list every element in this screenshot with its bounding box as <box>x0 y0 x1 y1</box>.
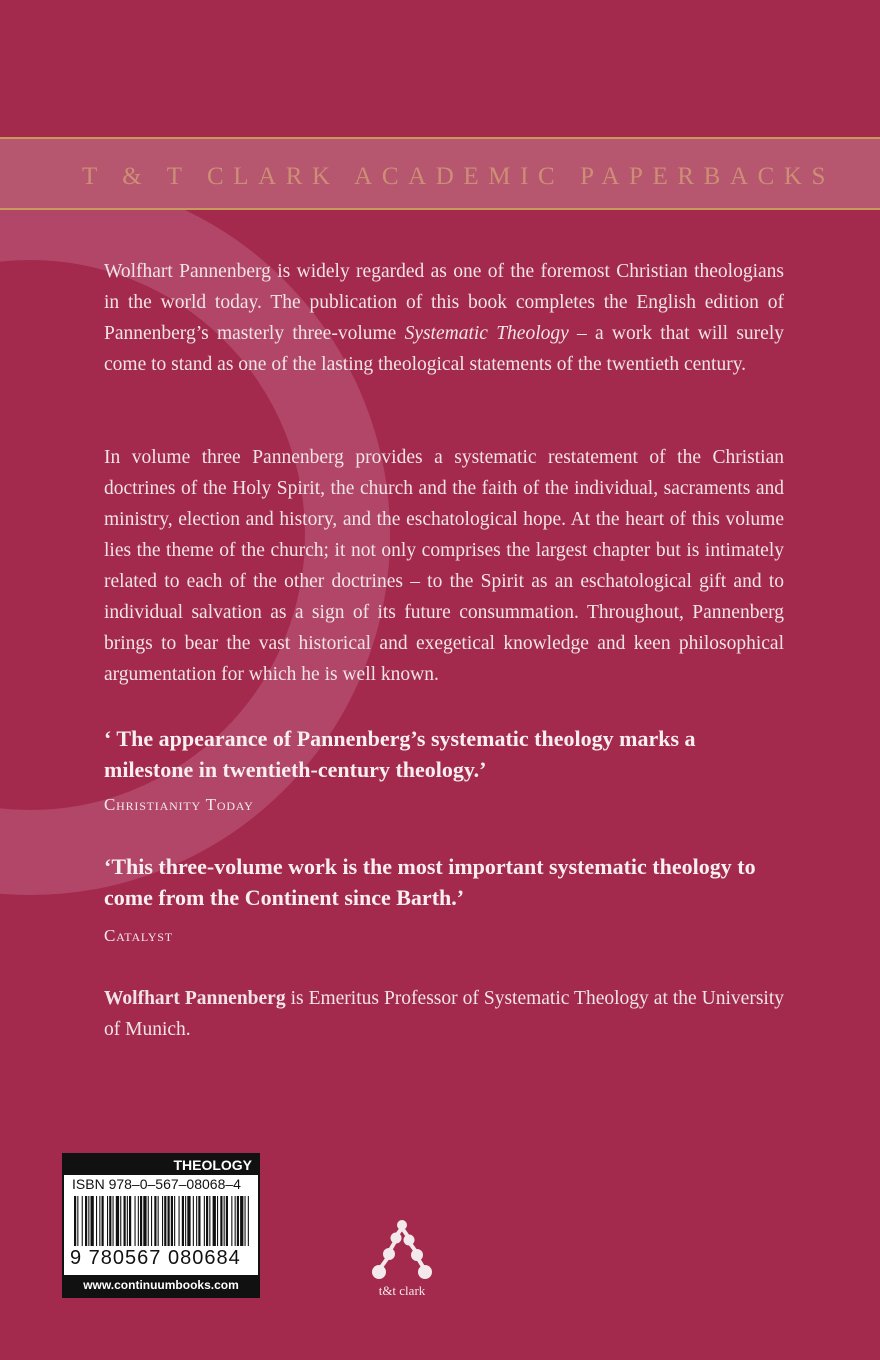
barcode-bar <box>109 1196 111 1246</box>
barcode-bar <box>158 1196 159 1246</box>
barcode-bar <box>162 1196 163 1246</box>
barcode-bar <box>196 1196 197 1246</box>
publisher-url: www.continuumbooks.com <box>64 1275 258 1296</box>
barcode-bar <box>138 1196 139 1246</box>
review-source-2: Catalyst <box>104 926 173 945</box>
barcode-bar <box>143 1196 146 1246</box>
isbn-text: ISBN 978–0–567–08068–4 <box>72 1176 241 1192</box>
barcode-bar <box>107 1196 108 1246</box>
barcode-bars <box>74 1196 250 1246</box>
barcode-bar <box>148 1196 149 1246</box>
barcode-bar <box>220 1196 222 1246</box>
barcode-bar <box>168 1196 170 1246</box>
barcode-bar <box>74 1196 76 1246</box>
barcode-bar <box>187 1196 190 1246</box>
barcode-bar <box>248 1196 249 1246</box>
barcode-bar <box>174 1196 175 1246</box>
barcode-bar <box>226 1196 228 1246</box>
barcode-bar <box>179 1196 180 1246</box>
barcode-bar <box>116 1196 119 1246</box>
barcode-bar <box>124 1196 126 1246</box>
barcode-bar <box>206 1196 208 1246</box>
barcode-bar <box>204 1196 205 1246</box>
barcode-bar <box>231 1196 232 1246</box>
description-paragraph-1 <box>104 256 784 380</box>
author-bio <box>104 983 784 1045</box>
barcode-bar <box>245 1196 246 1246</box>
barcode-bar <box>217 1196 218 1246</box>
barcode-bar <box>88 1196 89 1246</box>
barcode-bar <box>213 1196 216 1246</box>
barcode-bar <box>120 1196 121 1246</box>
barcode-bar <box>235 1196 236 1246</box>
barcode-bar <box>240 1196 243 1246</box>
series-band <box>0 137 880 210</box>
barcode-bar <box>193 1196 194 1246</box>
isbn-barcode <box>62 1153 260 1298</box>
review-quote-1: ‘ The appearance of Pannenberg’s systematic theology marks a milestone in twentieth-century theology.’ <box>104 726 696 782</box>
barcode-bar <box>135 1196 136 1246</box>
barcode-bar <box>182 1196 184 1246</box>
description-text: Wolfhart Pannenberg is widely regarded as one of the foremost Christian theologians in the world today. The publication of this book completes the English edition of Pannenberg’s masterly three-volume <box>104 261 784 344</box>
description-text: – a work that will surely come to stand as one of the lasting theological statements of the twentieth century. <box>104 323 784 375</box>
author-name: Wolfhart Pannenberg <box>104 988 286 1009</box>
barcode-bar <box>164 1196 166 1246</box>
barcode-bar <box>77 1196 78 1246</box>
barcode-bar <box>129 1196 131 1246</box>
barcode-bar <box>154 1196 156 1246</box>
barcode-bar <box>113 1196 114 1246</box>
barcode-bar <box>102 1196 104 1246</box>
series-label: T & T CLARK ACADEMIC PAPERBACKS <box>82 163 836 190</box>
barcode-bar <box>237 1196 239 1246</box>
barcode-bar <box>99 1196 100 1246</box>
barcode-bar <box>82 1196 83 1246</box>
barcode-bar <box>198 1196 200 1246</box>
barcode-bar <box>140 1196 142 1246</box>
subject-label: THEOLOGY <box>64 1155 258 1175</box>
barcode-bar <box>91 1196 94 1246</box>
review-source-1: Christianity Today <box>104 795 254 814</box>
barcode-bar <box>224 1196 225 1246</box>
barcode-bar <box>85 1196 87 1246</box>
description-paragraph-2: In volume three Pannenberg provides a systematic restatement of the Christian doctrines of the Holy Spirit, the church and the faith of the individual, sacraments and ministry, election and history, and the eschatological hope. At the heart of this volume lies the theme of the church; it not only comprises the largest chapter but is intimately related to each of the other doctrines – to the Spirit as an eschatological gift and to individual salvation as a sign of its future consummation. Throughout, Pannenberg brings to bear the vast historical and exegetical knowledge and keen philosophical argumentation for which he is well known. <box>104 447 784 685</box>
barcode-bar <box>151 1196 152 1246</box>
barcode-bar <box>127 1196 128 1246</box>
publisher-name: t&t clark <box>378 1283 426 1298</box>
tt-clark-logo-icon <box>362 1216 442 1284</box>
barcode-digits: 9 780567 080684 <box>70 1247 241 1269</box>
book-title: Systematic Theology <box>404 323 569 344</box>
review-quote-2: ‘This three-volume work is the most important systematic theology to come from the Continent since Barth.’ <box>104 854 756 910</box>
barcode-bar <box>96 1196 97 1246</box>
barcode-bar <box>209 1196 210 1246</box>
author-bio-text: is Emeritus Professor of Systematic Theology at the University of Munich. <box>104 988 784 1040</box>
barcode-bar <box>171 1196 173 1246</box>
barcode-bar <box>185 1196 186 1246</box>
